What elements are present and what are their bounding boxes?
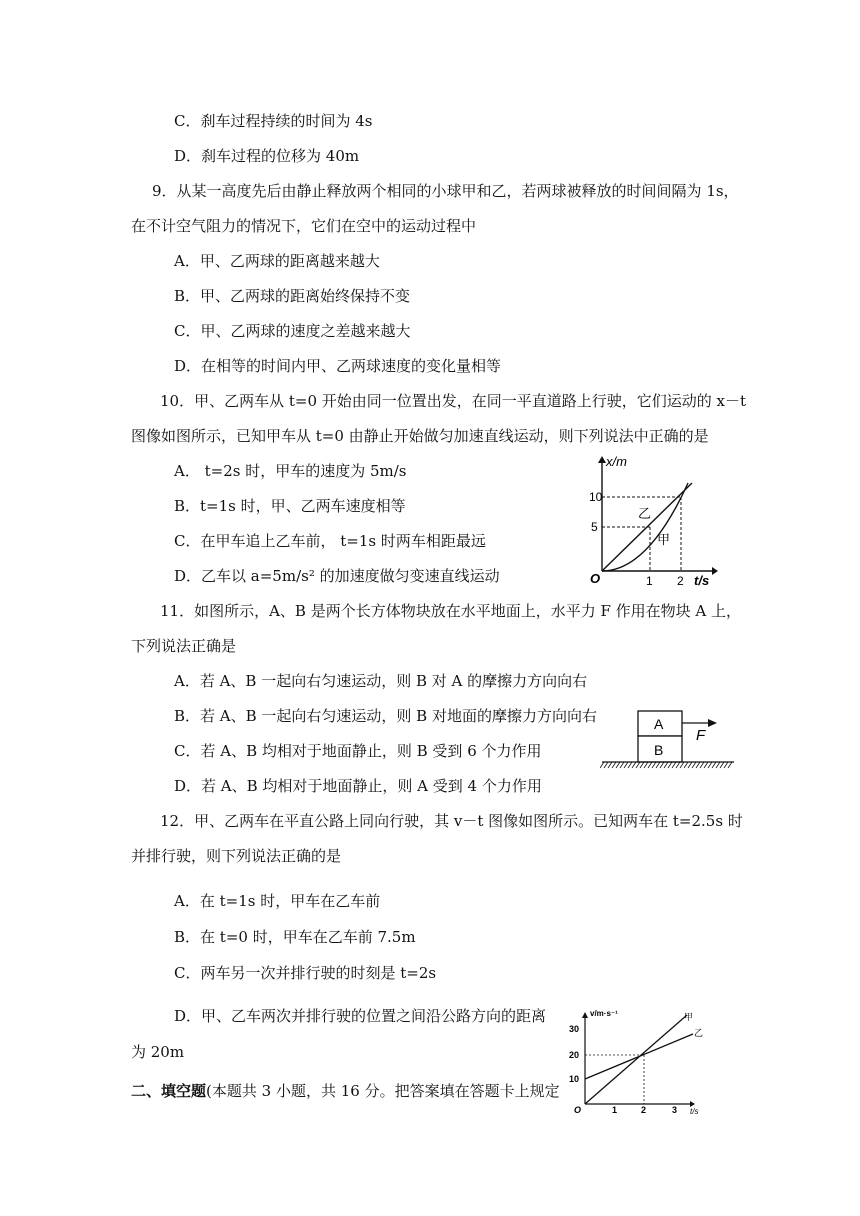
vt-xtick-1: 1	[612, 1105, 618, 1115]
q10-option-d: D．乙车以 a=5m/s² 的加速度做匀变速直线运动	[174, 567, 500, 585]
blocks-figure	[600, 708, 738, 772]
vt-graph	[566, 1006, 716, 1116]
section-2-instructions: (本题共 3 小题，共 16 分。把答案填在答题卡上规定	[206, 1082, 560, 1100]
q10-option-b: B．t=1s 时，甲、乙两车速度相等	[174, 497, 406, 515]
section-2-title: 二、填空题	[131, 1082, 207, 1100]
vt-ytick-10: 10	[569, 1074, 580, 1084]
q9-option-d: D．在相等的时间内甲、乙两球速度的变化量相等	[174, 357, 502, 375]
q11-stem-line-1: 11．如图所示，A、B 是两个长方体物块放在水平地面上，水平力 F 作用在物块 A 上，	[160, 602, 742, 620]
q9-option-b: B．甲、乙两球的距离始终保持不变	[174, 287, 411, 305]
q12-option-c: C．两车另一次并排行驶的时刻是 t=2s	[174, 964, 437, 982]
q9-option-c: C．甲、乙两球的速度之差越来越大	[174, 322, 411, 340]
vt-origin: O	[574, 1105, 582, 1115]
q11-option-c: C．若 A、B 均相对于地面静止，则 B 受到 6 个力作用	[174, 742, 542, 760]
q9-option-a: A．甲、乙两球的距离越来越大	[174, 252, 380, 270]
xt-x-axis-arrow	[712, 567, 718, 575]
vt-label-jia: 甲	[684, 1012, 694, 1022]
q8-option-c: C．刹车过程持续的时间为 4s	[174, 112, 373, 130]
xt-y-label: x/m	[606, 455, 627, 469]
xt-x-label: t/s	[694, 573, 710, 587]
xt-origin: O	[590, 571, 601, 586]
vt-ytick-30: 30	[569, 1024, 580, 1034]
q12-stem-line-1: 12．甲、乙两车在平直公路上同向行驶，其 v－t 图像如图所示。已知两车在 t=2.5s 时	[160, 812, 743, 830]
xt-line-yi	[602, 483, 692, 571]
section-2-heading	[131, 1081, 560, 1101]
q12-stem-line-2: 并排行驶，则下列说法正确的是	[131, 847, 342, 865]
q10-stem-line-2: 图像如图所示，已知甲车从 t=0 由静止开始做匀加速直线运动，则下列说法中正确的是	[131, 427, 709, 445]
q8-option-d: D．刹车过程的位移为 40m	[174, 147, 360, 165]
q12-option-d-line-1: D．甲、乙车两次并排行驶的位置之间沿公路方向的距离	[174, 1007, 547, 1025]
xt-xtick-1: 1	[646, 574, 653, 587]
xt-xtick-2: 2	[677, 574, 684, 587]
xt-ytick-5: 5	[591, 520, 598, 534]
q11-option-b: B．若 A、B 一起向右匀速运动，则 B 对地面的摩擦力方向向右	[174, 707, 597, 725]
force-arrow-head	[708, 719, 717, 727]
vt-label-yi: 乙	[694, 1028, 704, 1038]
q10-stem-line-1: 10．甲、乙两车从 t=0 开始由同一位置出发，在同一平直道路上行驶，它们运动的 x－t	[160, 392, 747, 410]
q9-stem-line-1: 9．从某一高度先后由静止释放两个相同的小球甲和乙，若两球被释放的时间间隔为 1s，	[152, 182, 739, 200]
q11-option-a: A．若 A、B 一起向右匀速运动，则 B 对 A 的摩擦力方向向右	[174, 672, 588, 690]
q9-stem-line-2: 在不计空气阻力的情况下，它们在空中的运动过程中	[131, 217, 477, 235]
q12-option-a: A．在 t=1s 时，甲车在乙车前	[174, 892, 381, 910]
q10-option-c: C．在甲车追上乙车前， t=1s 时两车相距最远	[174, 532, 486, 550]
block-b-label: B	[654, 742, 664, 758]
vt-line-yi	[585, 1034, 693, 1079]
vt-y-label: v/m·s⁻¹	[590, 1009, 618, 1018]
xt-label-jia: 甲	[657, 532, 671, 547]
xt-y-axis-arrow	[598, 456, 606, 463]
ground-hatching	[600, 762, 732, 768]
force-label: F	[696, 727, 706, 744]
vt-line-jia	[585, 1015, 687, 1104]
q10-option-a: A． t=2s 时，甲车的速度为 5m/s	[174, 462, 407, 480]
xt-label-yi: 乙	[638, 506, 652, 521]
xt-ytick-10: 10	[589, 490, 603, 504]
q12-option-d-line-2: 为 20m	[131, 1043, 185, 1061]
q11-stem-line-2: 下列说法正确是	[131, 637, 237, 655]
vt-y-axis-arrow	[582, 1012, 588, 1018]
xt-graph	[588, 455, 718, 587]
vt-xtick-3: 3	[672, 1105, 678, 1115]
q12-option-b: B．在 t=0 时，甲车在乙车前 7.5m	[174, 928, 416, 946]
q11-option-d: D．若 A、B 均相对于地面静止，则 A 受到 4 个力作用	[174, 777, 542, 795]
vt-xtick-2: 2	[641, 1105, 647, 1115]
vt-x-label: t/s	[690, 1107, 699, 1116]
block-a-label: A	[654, 716, 664, 732]
vt-ytick-20: 20	[569, 1050, 580, 1060]
